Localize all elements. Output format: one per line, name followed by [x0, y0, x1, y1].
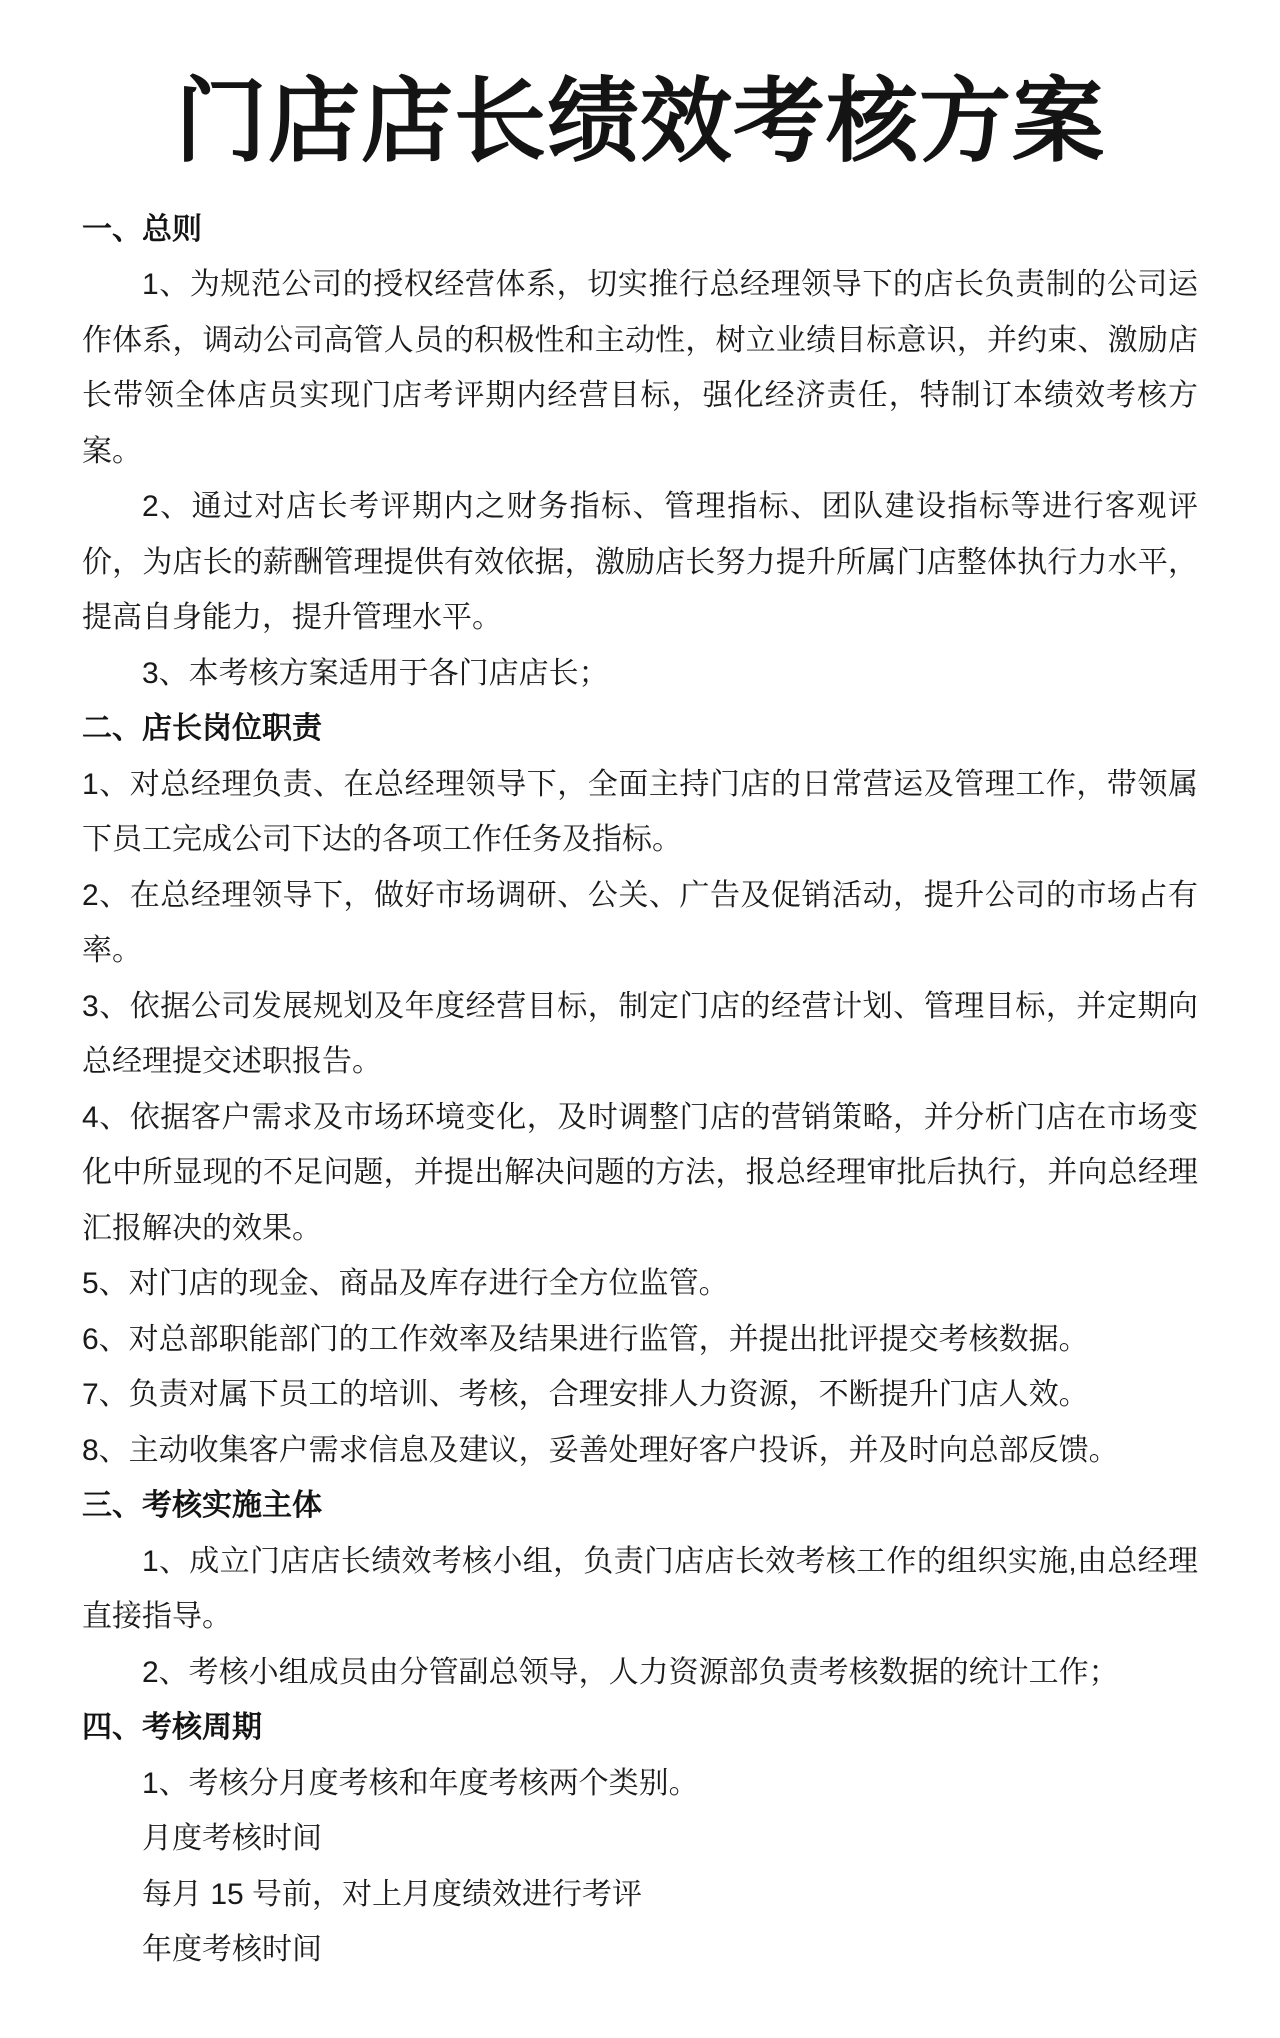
- paragraph: 7、负责对属下员工的培训、考核，合理安排人力资源，不断提升门店人效。: [82, 1378, 1089, 1412]
- paragraph: 1、考核分月度考核和年度考核两个类别。: [142, 1766, 699, 1800]
- section-manager-duties: [82, 701, 1198, 1478]
- section-assessment-body: [82, 1478, 1198, 1700]
- paragraph: 1、为规范公司的授权经营体系，切实推行总经理领导下的店长负责制的公司运作体系，调动公司高管人员的积极性和主动性，树立业绩目标意识，并约束、激励店长带领全体店员实现门店考评期内经营目标，强化经济责任，特制订本绩效考核方案。: [82, 268, 1198, 468]
- paragraph: 3、依据公司发展规划及年度经营目标，制定门店的经营计划、管理目标，并定期向总经理提交述职报告。: [82, 989, 1198, 1079]
- paragraph: 2、考核小组成员由分管副总领导，人力资源部负责考核数据的统计工作；: [142, 1655, 1119, 1689]
- paragraph: 2、通过对店长考评期内之财务指标、管理指标、团队建设指标等进行客观评价，为店长的薪酬管理提供有效依据，激励店长努力提升所属门店整体执行力水平，提高自身能力，提升管理水平。: [82, 490, 1198, 635]
- paragraph: 1、成立门店店长绩效考核小组，负责门店店长效考核工作的组织实施,由总经理直接指导。: [82, 1544, 1198, 1634]
- paragraph: 月度考核时间: [142, 1822, 322, 1856]
- document-title: 门店店长绩效考核方案: [174, 71, 1105, 173]
- paragraph: 3、本考核方案适用于各门店店长；: [142, 656, 609, 690]
- paragraph: 年度考核时间: [142, 1933, 322, 1967]
- section-heading-assessment-body: 三、考核实施主体: [82, 1489, 322, 1523]
- paragraph: 2、在总经理领导下，做好市场调研、公关、广告及促销活动，提升公司的市场占有率。: [82, 878, 1198, 968]
- section-assessment-cycle: [82, 1700, 1198, 1978]
- paragraph: 4、依据客户需求及市场环境变化，及时调整门店的营销策略，并分析门店在市场变化中所显现的不足问题，并提出解决问题的方法，报总经理审批后执行，并向总经理汇报解决的效果。: [82, 1100, 1198, 1245]
- paragraph: 1、对总经理负责、在总经理领导下，全面主持门店的日常营运及管理工作，带领属下员工完成公司下达的各项工作任务及指标。: [82, 767, 1198, 857]
- paragraph: 6、对总部职能部门的工作效率及结果进行监管，并提出批评提交考核数据。: [82, 1322, 1089, 1356]
- section-heading-duties: 二、店长岗位职责: [82, 712, 322, 746]
- section-general-provisions: [82, 202, 1198, 702]
- paragraph: 8、主动收集客户需求信息及建议，妥善处理好客户投诉，并及时向总部反馈。: [82, 1433, 1119, 1467]
- paragraph: 5、对门店的现金、商品及库存进行全方位监管。: [82, 1267, 729, 1301]
- paragraph: 每月 15 号前，对上月度绩效进行考评: [142, 1877, 643, 1911]
- section-heading-general: 一、总则: [82, 212, 202, 246]
- section-heading-assessment-cycle: 四、考核周期: [82, 1711, 262, 1745]
